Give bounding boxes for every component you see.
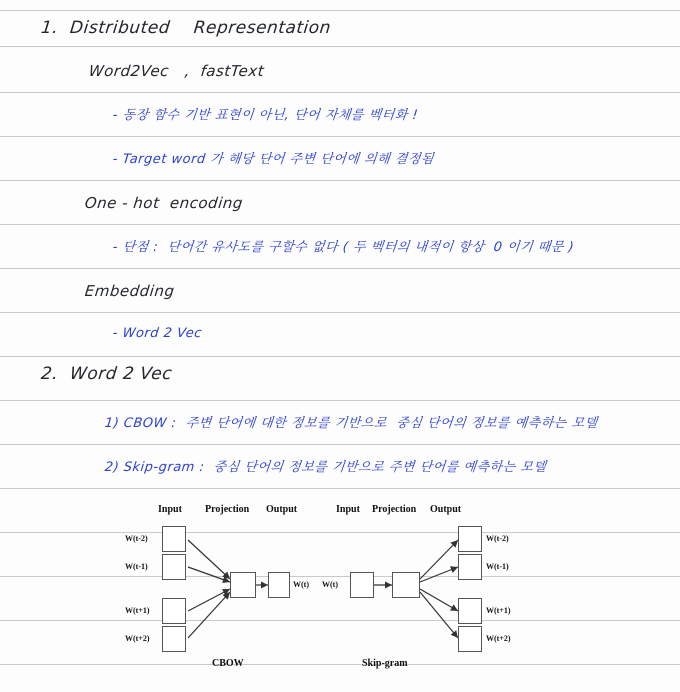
rule-line <box>0 180 680 181</box>
cbow-output-box <box>268 572 290 598</box>
section-1-bullet-1: - 동장 함수 기반 표현이 아닌, 단어 자체를 벡터화 ! <box>112 108 419 123</box>
skipgram-output-box <box>458 598 482 624</box>
rule-line <box>0 268 680 269</box>
rule-line <box>0 46 680 47</box>
cbow-input-label: W(t-2) <box>125 534 148 543</box>
section-1-bullet-3: - 단점 : 단어간 유사도를 구할수 없다 ( 두 벡터의 내적이 항상 0 이기 때문 ) <box>112 240 575 255</box>
skipgram-col-label-output: Output <box>430 504 462 515</box>
cbow-input-box <box>162 554 186 580</box>
section-1-sub-embedding: Embedding <box>84 282 176 300</box>
skipgram-output-label: W(t+1) <box>486 606 511 615</box>
skipgram-col-label-input: Input <box>336 504 360 515</box>
rule-line <box>0 92 680 93</box>
cbow-output-label: W(t) <box>293 580 309 589</box>
cbow-input-label: W(t-1) <box>125 562 148 571</box>
skipgram-output-label: W(t+2) <box>486 634 511 643</box>
cbow-caption: CBOW <box>212 658 244 669</box>
cbow-col-label-input: Input <box>158 504 182 515</box>
section-2-item-2: 2) Skip-gram : 중심 단어의 정보를 기반으로 주변 단어를 예측하는 모델 <box>104 460 548 475</box>
rule-line <box>0 356 680 357</box>
skipgram-output-label: W(t-1) <box>486 562 509 571</box>
rule-line <box>0 312 680 313</box>
rule-line <box>0 444 680 445</box>
skipgram-input-box <box>350 572 374 598</box>
rule-line <box>0 136 680 137</box>
section-2-item-1: 1) CBOW : 주변 단어에 대한 정보를 기반으로 중심 단어의 정보를 예측하는 모델 <box>104 416 599 431</box>
cbow-input-label: W(t+1) <box>125 606 150 615</box>
skipgram-output-box <box>458 626 482 652</box>
skipgram-output-box <box>458 526 482 552</box>
cbow-col-label-output: Output <box>266 504 298 515</box>
cbow-input-box <box>162 526 186 552</box>
cbow-col-label-projection: Projection <box>205 504 250 515</box>
rule-line <box>0 488 680 489</box>
section-1-bullet-2: - Target word 가 해당 단어 주변 단어에 의해 결정됨 <box>112 152 435 167</box>
rule-line <box>0 10 680 11</box>
skipgram-col-label-projection: Projection <box>372 504 417 515</box>
skipgram-projection-box <box>392 572 420 598</box>
rule-line <box>0 224 680 225</box>
cbow-input-box <box>162 626 186 652</box>
section-2-heading: 2. Word 2 Vec <box>40 364 174 384</box>
section-1-sub-word2vec: Word2Vec , fastText <box>88 62 266 80</box>
section-1-bullet-4: - Word 2 Vec <box>112 326 203 341</box>
skipgram-output-label: W(t-2) <box>486 534 509 543</box>
cbow-input-label: W(t+2) <box>125 634 150 643</box>
section-1-sub-onehot: One - hot encoding <box>84 194 244 212</box>
rule-line <box>0 400 680 401</box>
skipgram-input-label: W(t) <box>322 580 338 589</box>
skipgram-output-box <box>458 554 482 580</box>
skipgram-caption: Skip-gram <box>362 658 408 669</box>
word2vec-architecture-figure <box>100 492 580 677</box>
section-1-heading: 1. Distributed Representation <box>40 18 333 38</box>
cbow-projection-box <box>230 572 256 598</box>
cbow-input-box <box>162 598 186 624</box>
